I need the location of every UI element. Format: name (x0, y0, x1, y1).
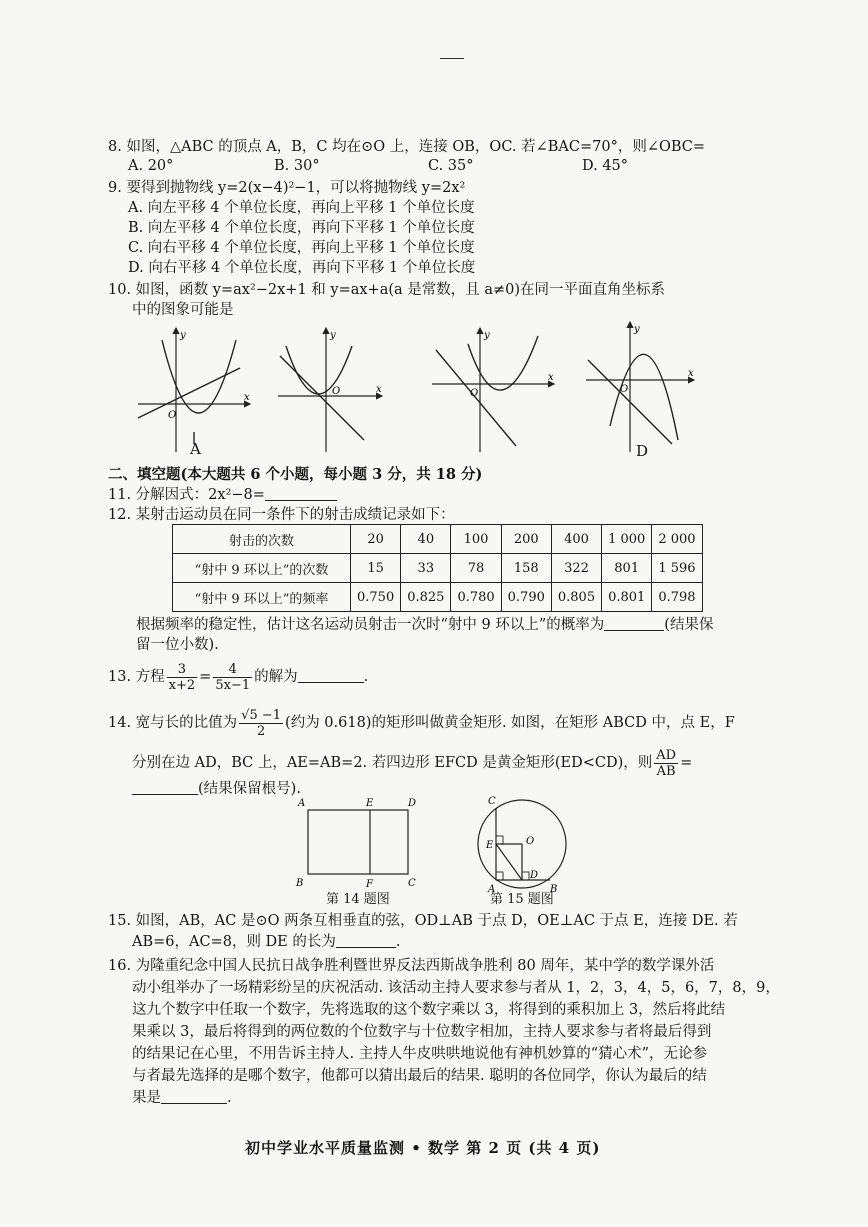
page-footer: 初中学业水平质量监测 • 数学 第 2 页 (共 4 页) (245, 1139, 601, 1157)
q14-line2-text: 分别在边 AD，BC 上，AE=AB=2. 若四边形 EFCD 是黄金矩形(ED<CD)，则 (132, 755, 653, 771)
graph-a-y-label: y (180, 330, 186, 341)
q14-prefix: 14. 宽与长的比值为 (108, 715, 238, 731)
q8-stem: 8. 如图，△ABC 的顶点 A，B，C 均在⊙O 上，连接 OB，OC. 若∠BAC=70°，则∠OBC= (108, 139, 706, 155)
q12-after-line2: 留一位小数). (136, 637, 219, 653)
q14-line1-rest: (约为 0.618)的矩形叫做黄金矩形. 如图，在矩形 ABCD 中，点 E，F (285, 715, 735, 731)
table-cell: 0.801 (602, 583, 652, 612)
fig15-label-a: A (488, 884, 496, 894)
fig15-label-o: O (526, 836, 535, 847)
graph-b-origin: O (332, 386, 341, 397)
q8-option-a: A. 20° (128, 158, 174, 174)
table-cell: 400 (551, 525, 601, 554)
q15-line1: 15. 如图，AB，AC 是⊙O 两条互相垂直的弦，OD⊥AB 于点 D，OE⊥AC 于点 E，连接 DE. 若 (108, 913, 738, 929)
figure-15 (476, 794, 568, 894)
q13-frac2-den: 5x−1 (215, 677, 251, 693)
table-cell: 100 (451, 525, 501, 554)
q14-line1 (108, 706, 735, 740)
section-2-heading: 二、填空题(本大题共 6 个小题，每小题 3 分，共 18 分) (108, 466, 483, 483)
q16-line1: 16. 为隆重纪念中国人民抗日战争胜利暨世界反法西斯战争胜利 80 周年，某中学的数学课外活 (108, 958, 715, 974)
q13-frac1-num: 3 (167, 662, 198, 678)
q12-table (172, 524, 703, 612)
table-cell: 0.805 (551, 583, 601, 612)
q9-option-d: D. 向右平移 4 个单位长度，再向下平移 1 个单位长度 (128, 260, 476, 276)
table-cell: 0.825 (401, 583, 451, 612)
fig15-label-b: B (550, 884, 558, 894)
q12-stem: 12. 某射击运动员在同一条件下的射击成绩记录如下： (108, 507, 455, 523)
q8-option-c: C. 35° (428, 158, 474, 174)
graph-a-x-label: x (244, 392, 250, 403)
q13-fraction-1 (167, 662, 198, 693)
table-cell: 78 (451, 554, 501, 583)
q14-ratio (654, 748, 678, 779)
graph-d-origin: O (620, 384, 629, 395)
q9-option-a: A. 向左平移 4 个单位长度，再向上平移 1 个单位长度 (128, 200, 475, 216)
q11-blank (265, 486, 337, 501)
q9-option-b: B. 向左平移 4 个单位长度，再向下平移 1 个单位长度 (128, 220, 475, 236)
fig14-label-f: F (366, 879, 373, 888)
q12-text-a: 根据频率的稳定性，估计这名运动员射击一次时“射中 9 环以上”的概率为 (136, 617, 605, 633)
q10-graph-c (428, 322, 563, 462)
table-cell: 801 (602, 554, 652, 583)
top-mark (440, 58, 464, 59)
fig15-label-d: D (530, 870, 539, 881)
table-row (173, 583, 703, 612)
table-row-header: “射中 9 环以上”的次数 (173, 554, 351, 583)
q12-after-line1 (136, 616, 713, 634)
q16-line5: 的结果记在心里，不用告诉主持人. 主持人牛皮哄哄地说他有神机妙算的“猜心术”，无论参 (132, 1046, 708, 1062)
table-row (173, 525, 703, 554)
fig15-label-e: E (486, 840, 494, 851)
q15-blank (336, 933, 396, 948)
table-cell: 0.750 (351, 583, 401, 612)
fig14-label-d: D (408, 798, 417, 809)
fig14-label-b: B (296, 878, 304, 888)
graph-d-x-label: x (688, 368, 694, 379)
q13-frac1-den: x+2 (168, 677, 196, 693)
table-cell: 33 (401, 554, 451, 583)
q12-blank (604, 616, 664, 631)
graph-d-label: D (636, 442, 649, 460)
q8-option-d: D. 45° (582, 158, 629, 174)
q14-fraction (239, 708, 283, 739)
table-row-header: “射中 9 环以上”的频率 (173, 583, 351, 612)
graph-b-x-label: x (376, 384, 382, 395)
table-cell: 1 000 (602, 525, 652, 554)
table-cell: 0.780 (451, 583, 501, 612)
table-cell: 322 (551, 554, 601, 583)
graph-c-x-label: x (548, 372, 554, 383)
fig14-label-c: C (408, 878, 416, 888)
fig15-label-c: C (488, 796, 496, 807)
graph-c-y-label: y (484, 330, 490, 341)
graph-a-label: A (190, 440, 201, 458)
q14-line3-text: (结果保留根号). (198, 781, 301, 797)
table-cell: 0.790 (501, 583, 551, 612)
table-row (173, 554, 703, 583)
table-cell: 2 000 (652, 525, 702, 554)
q14-frac-num: √5 −1 (241, 707, 282, 723)
fig15-caption: 第 15 题图 (490, 892, 554, 907)
graph-b-y-label: y (330, 330, 336, 341)
q13-equals: = (199, 669, 212, 685)
fig14-caption: 第 14 题图 (326, 892, 390, 907)
q13-suffix: 的解为 (254, 669, 298, 685)
q14-blank (132, 780, 198, 795)
q9-stem: 9. 要得到抛物线 y=2(x−4)²−1，可以将抛物线 y=2x² (108, 180, 466, 196)
table-cell: 0.798 (652, 583, 702, 612)
q14-ratio-eq: = (680, 755, 693, 771)
table-row-header: 射击的次数 (173, 525, 351, 554)
table-cell: 20 (351, 525, 401, 554)
q10-graph-d (582, 316, 702, 462)
q9-option-c: C. 向右平移 4 个单位长度，再向上平移 1 个单位长度 (128, 240, 475, 256)
table-cell: 40 (401, 525, 451, 554)
q16-blank (161, 1089, 227, 1104)
graph-d-y-label: y (634, 324, 640, 335)
graph-a-origin: O (168, 410, 177, 421)
q16-line7: 果是 . (132, 1090, 232, 1106)
fig14-label-e: E (366, 798, 374, 809)
table-cell: 158 (501, 554, 551, 583)
figure-14 (290, 796, 426, 888)
q15-line2-text: AB=6，AC=8，则 DE 的长为 (132, 934, 336, 950)
q16-last-text: 果是 (132, 1090, 161, 1106)
q13-prefix: 13. 方程 (108, 669, 165, 685)
q14-ratio-den: AB (656, 763, 676, 779)
q13: 13. 方程 $\frac{3}{x+2}$ = $\frac{4}{5x-1}$ 的解为 . (108, 661, 369, 693)
q14-ratio-num: AD (656, 747, 677, 763)
q11-text: 11. 分解因式：2x²−8= (108, 487, 265, 503)
q14-line3 (132, 780, 301, 798)
table-cell: 15 (351, 554, 401, 583)
q8-option-b: B. 30° (274, 158, 320, 174)
q16-line3: 这九个数字中任取一个数字，先将选取的这个数字乘以 3，将得到的乘积加上 3，然后将此结 (132, 1002, 726, 1018)
table-cell: 1 596 (652, 554, 702, 583)
q11 (108, 486, 337, 504)
q12-text-b: (结果保 (664, 617, 714, 633)
q13-fraction-2 (213, 662, 252, 693)
q10-stem-line1: 10. 如图，函数 y=ax²−2x+1 和 y=ax+a(a 是常数，且 a≠0)在同一平面直角坐标系 (108, 282, 666, 298)
q14-line2 (132, 746, 692, 780)
q13-blank (298, 668, 364, 683)
q16-line2: 动小组举办了一场精彩纷呈的庆祝活动. 该活动主持人要求参与者从 1，2，3，4，5，6，7，8，9， (132, 980, 780, 996)
q10-graph-b (272, 322, 397, 462)
q13-frac2-num: 4 (213, 662, 252, 678)
q16-line6: 与者最先选择的是哪个数字，他都可以猜出最后的结果. 聪明的各位同学，你认为最后的结 (132, 1068, 707, 1084)
q14-frac-den: 2 (256, 723, 266, 739)
q10-stem-line2: 中的图象可能是 (132, 302, 234, 318)
fig14-label-a: A (298, 798, 306, 809)
graph-c-origin: O (470, 388, 479, 399)
q15-line2: AB=6，AC=8，则 DE 的长为 . (132, 934, 401, 950)
table-cell: 200 (501, 525, 551, 554)
q16-line4: 果乘以 3，最后将得到的两位数的个位数字与十位数字相加，主持人要求参与者将最后得到 (132, 1024, 712, 1040)
